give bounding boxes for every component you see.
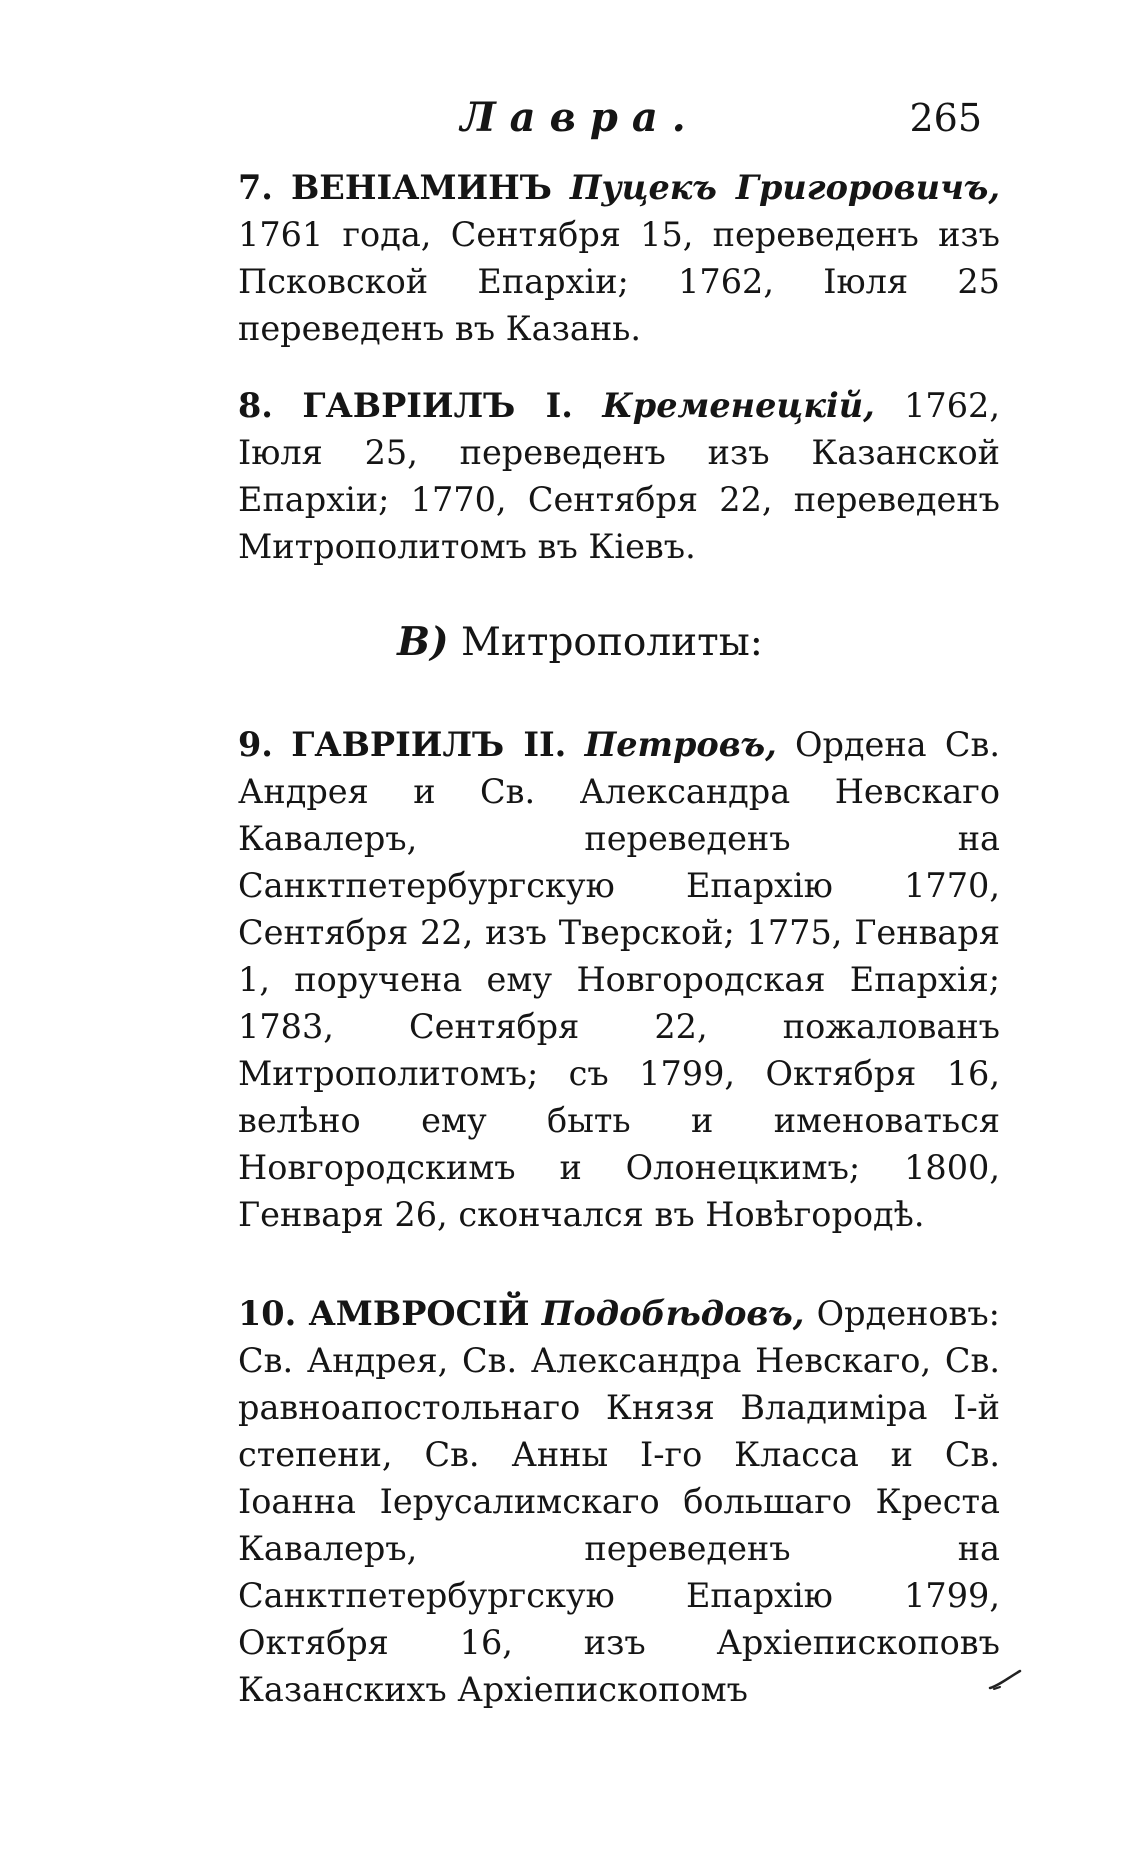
entry-surname: Подобѣдовъ, xyxy=(541,1294,805,1333)
entry-number: 7. xyxy=(238,168,273,207)
running-title: Лавра. xyxy=(460,94,700,141)
entry-surname: Кременецкій, xyxy=(602,386,875,425)
entry-name: АМВРОСІЙ xyxy=(308,1294,530,1333)
section-letter: В) xyxy=(397,619,449,665)
entry-10 xyxy=(160,1290,1000,1713)
entry-text: Орденовъ: Св. Андрея, Св. Александра Невскаго, Св. равноапостольнаго Князя Владиміра І-й степени, Св. Анны І-го Класса и Св. Іоанна Іерусалимскаго большаго Креста Кавалеръ, переведенъ на Санктпетербургскую Епархію 1799, Октября 16, изъ Архіепископовъ Казанскихъ Архіепископомъ xyxy=(238,1294,1000,1709)
running-head xyxy=(160,90,1000,150)
entry-8 xyxy=(160,382,1000,570)
section-title: Митрополиты: xyxy=(460,620,763,665)
entry-surname: Петровъ, xyxy=(584,725,777,764)
entry-9 xyxy=(160,721,1000,1238)
entry-surname: Пуцекъ Григоровичъ, xyxy=(569,168,1001,207)
section-heading xyxy=(160,618,1000,667)
entry-number: 8. xyxy=(238,386,273,425)
entry-name: ГАВРІИЛЪ II. xyxy=(291,725,567,764)
page-number: 265 xyxy=(909,96,982,140)
entry-number: 10. xyxy=(238,1294,297,1333)
entry-text: 1762, Іюля 25, переведенъ изъ Казанской Епархіи; 1770, Сентября 22, переведенъ Митрополитомъ въ Кіевъ. xyxy=(238,386,1001,566)
page-body xyxy=(160,90,1000,1713)
entry-7 xyxy=(160,164,1000,352)
entry-text: 1761 года, Сентября 15, переведенъ изъ Псковской Епархіи; 1762, Іюля 25 переведенъ въ Казань. xyxy=(238,215,1000,348)
pen-mark-icon xyxy=(988,1668,1022,1692)
entry-number: 9. xyxy=(238,725,273,764)
entry-text: Ордена Св. Андрея и Св. Александра Невскаго Кавалеръ, переведенъ на Санктпетербургскую Епархію 1770, Сентября 22, изъ Тверской; 1775, Генваря 1, поручена ему Новгородская Епархія; 1783, Сентября 22, пожалованъ Митрополитомъ; съ 1799, Октября 16, велѣно ему быть и именоваться Новгородскимъ и Олонецкимъ; 1800, Генваря 26, скончался въ Новѣгородѣ. xyxy=(238,725,1000,1234)
entry-name: ГАВРІИЛЪ I. xyxy=(302,386,573,425)
entry-name: ВЕНІАМИНЪ xyxy=(290,168,552,207)
